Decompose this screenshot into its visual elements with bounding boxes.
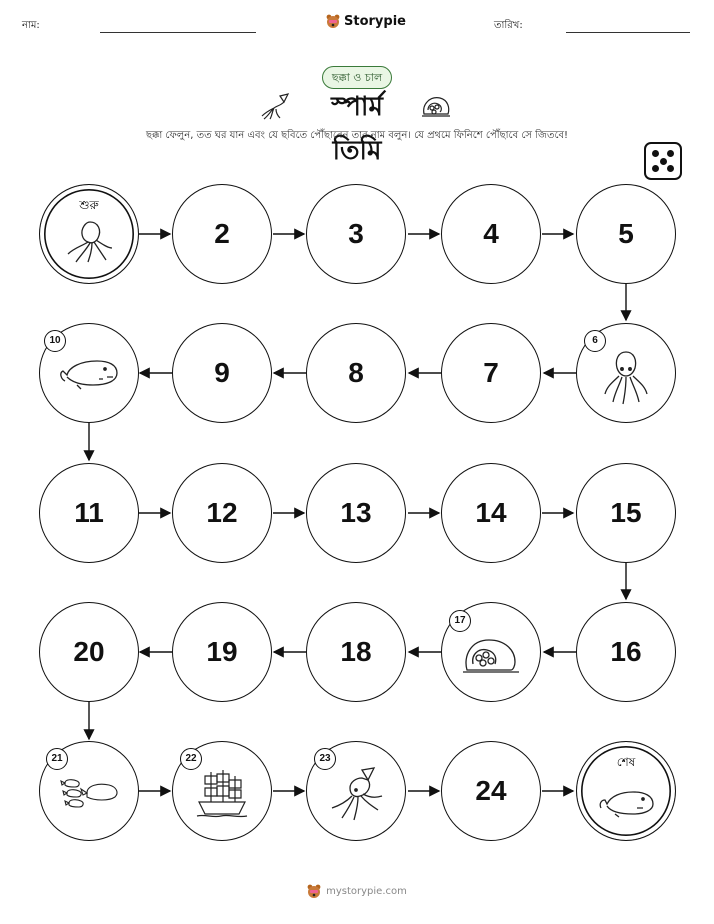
cell-15[interactable] (576, 463, 676, 563)
cell-badge: 10 (44, 330, 66, 352)
name-label: নাম: (22, 20, 40, 31)
game-title: স্পার্ম তিমি (331, 92, 383, 166)
cell-badge: 23 (314, 748, 336, 770)
cell-number: 15 (610, 497, 642, 528)
game-tag: ছক্কা ও চাল (322, 66, 392, 89)
ambergris-icon (461, 634, 521, 678)
cell-number: 11 (74, 497, 104, 528)
cell-number: 19 (206, 636, 238, 667)
cell-16[interactable] (576, 602, 676, 702)
cell-11[interactable] (39, 463, 139, 563)
cell-number: 8 (348, 357, 364, 388)
cell-number: 16 (610, 636, 642, 667)
cell-7[interactable] (441, 323, 541, 423)
storypie-bear-icon (307, 884, 321, 899)
cell-5[interactable] (576, 184, 676, 284)
cell-20[interactable] (39, 602, 139, 702)
start-cell[interactable] (39, 184, 139, 284)
cell-13[interactable] (306, 463, 406, 563)
cell-badge: 17 (449, 610, 471, 632)
sperm-whale-icon (597, 786, 655, 818)
squid-icon (328, 766, 384, 822)
instructions: ছক্কা ফেলুন, তত ঘর যান এবং যে ছবিতে পৌঁছাবেন তার নাম বলুন। যে প্রথমে ফিনিশে পৌঁছাবে সে জিতবে! (145, 130, 569, 141)
brand-name: Storypie (344, 14, 406, 29)
cell-number: 18 (340, 636, 372, 667)
cell-number: 20 (73, 636, 105, 667)
cell-9[interactable] (172, 323, 272, 423)
cell-8[interactable] (306, 323, 406, 423)
ship-icon (195, 768, 249, 818)
cell-number: 24 (475, 775, 507, 806)
cell-24[interactable] (441, 741, 541, 841)
cell-2[interactable] (172, 184, 272, 284)
cell-number: 14 (475, 497, 507, 528)
squid-icon (64, 218, 114, 264)
end-label: শেষ (616, 755, 636, 769)
cell-number: 3 (348, 218, 364, 249)
cell-badge: 22 (180, 748, 202, 770)
cell-number: 9 (214, 357, 230, 388)
footer (0, 884, 714, 899)
cell-3[interactable] (306, 184, 406, 284)
squid-icon (601, 350, 651, 406)
cell-14[interactable] (441, 463, 541, 563)
cell-4[interactable] (441, 184, 541, 284)
cell-number: 7 (483, 357, 499, 388)
cell-12[interactable] (172, 463, 272, 563)
date-label: তারিখ: (494, 20, 523, 31)
cell-number: 4 (483, 218, 499, 249)
whale-pod-icon (57, 773, 121, 809)
end-cell[interactable] (576, 741, 676, 841)
footer-url[interactable]: mystorypie.com (326, 886, 407, 897)
cell-number: 12 (206, 497, 238, 528)
cell-badge: 21 (46, 748, 68, 770)
cell-19[interactable] (172, 602, 272, 702)
cell-number: 5 (618, 218, 634, 249)
cell-number: 2 (214, 218, 230, 249)
cell-number: 13 (340, 497, 372, 528)
cell-badge: 6 (584, 330, 606, 352)
start-label: শুরু (79, 198, 99, 212)
cell-18[interactable] (306, 602, 406, 702)
sperm-whale-icon (57, 355, 121, 391)
